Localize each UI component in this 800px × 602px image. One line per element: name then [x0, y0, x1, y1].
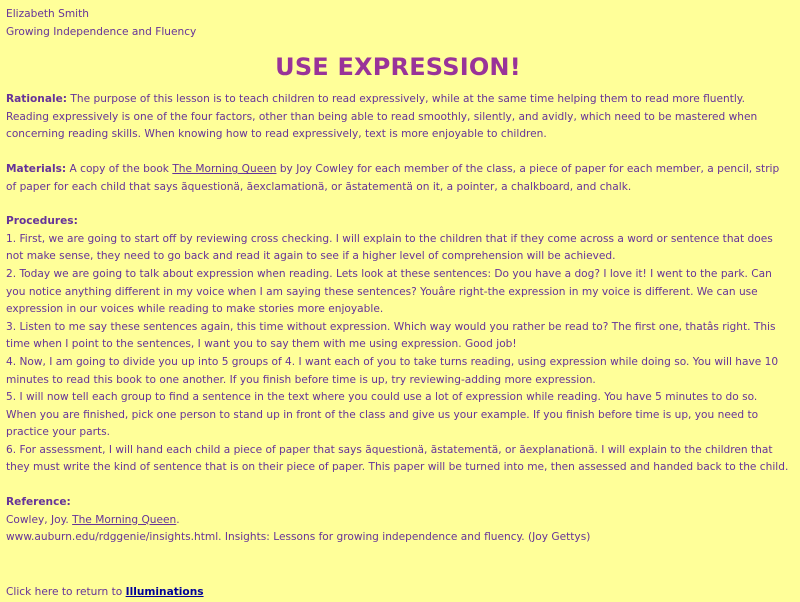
book-title: The Morning Queen	[172, 162, 277, 175]
procedure-step-2: 2. Today we are going to talk about expression when reading. Lets look at these sentences: Do you have a dog? I love it! I went to the park. Can you notice anything different in my voice when I am saying these sentences? Youâre right-the expression in my voice is different. We can use expression in our voices while reading to make stories more enjoyable.	[6, 267, 772, 316]
reference-1-title: The Morning Queen	[72, 513, 177, 526]
footer-text: Click here to return to	[6, 586, 123, 598]
illuminations-link[interactable]: Illuminations	[125, 586, 204, 598]
procedure-step-5: 5. I will now tell each group to find a sentence in the text where you could use a lot of expression while reading. You have 5 minutes to do so. When you are finished, pick one person to stand up in front of the class and give us your example. If you finish before time is up, you need to practice your parts.	[6, 391, 759, 439]
page-title: USE EXPRESSION!	[275, 53, 521, 82]
reference-2: www.auburn.edu/rdggenie/insights.html. Insights: Lessons for growing independence and fluency. (Joy Gettys)	[6, 531, 591, 544]
reference-1-author: Cowley, Joy.	[6, 513, 69, 526]
procedure-step-1: 1. First, we are going to start off by reviewing cross checking. I will explain to the children that if they come across a word or sentence that does not make sense, they need to go back and read it again to see if a higher level of comprehension will be achieved.	[6, 232, 773, 263]
procedure-step-6: 6. For assessment, I will hand each child a piece of paper that says ãquestionä, ãstatementä, or ãexplanationä. I will explain to the children that they must write the kind of sentence that is on their piece of paper. This paper will be turned into me, then assessed and handed back to the child.	[6, 443, 789, 474]
procedures-section	[6, 213, 790, 477]
materials-label: Materials:	[6, 162, 67, 175]
course-name: Growing Independence and Fluency	[6, 25, 197, 38]
procedure-step-4: 4. Now, I am going to divide you up into 5 groups of 4. I want each of you to take turns reading, using expression while doing so. You will have 10 minutes to read this book to one another. If you finish before time is up, try reviewing-adding more expression.	[6, 355, 779, 386]
reference-section	[6, 494, 790, 547]
footer	[6, 584, 204, 602]
rationale-section	[6, 91, 790, 144]
materials-text-after: by Joy Cowley for each member of the class, a piece of paper for each member, a pencil, strip of paper for each child that says ãquestionä, ãexclamationä, or ãstatementä on it, a pointer, a chalkboard, and chalk.	[6, 162, 780, 193]
rationale-label: Rationale:	[6, 93, 68, 106]
reference-label: Reference:	[6, 496, 71, 509]
rationale-text: The purpose of this lesson is to teach children to read expressively, while at the same time helping them to read more fluently. Reading expressively is one of the four factors, other than being able to read smoothly, silently, and avidly, which need to be mastered when concerning reading skills. When knowing how to read expressively, text is more enjoyable to children.	[6, 93, 758, 141]
reference-1-end: .	[176, 513, 180, 526]
author-block	[6, 6, 790, 41]
materials-text-before: A copy of the book	[69, 162, 169, 175]
materials-section	[6, 161, 790, 196]
procedures-label: Procedures:	[6, 215, 78, 228]
procedure-step-3: 3. Listen to me say these sentences again, this time without expression. Which way would you rather be read to? The first one, thatâs right. This time when I point to the sentences, I want you to say them with me using expression. Good job!	[6, 320, 776, 351]
author-name: Elizabeth Smith	[6, 8, 89, 20]
